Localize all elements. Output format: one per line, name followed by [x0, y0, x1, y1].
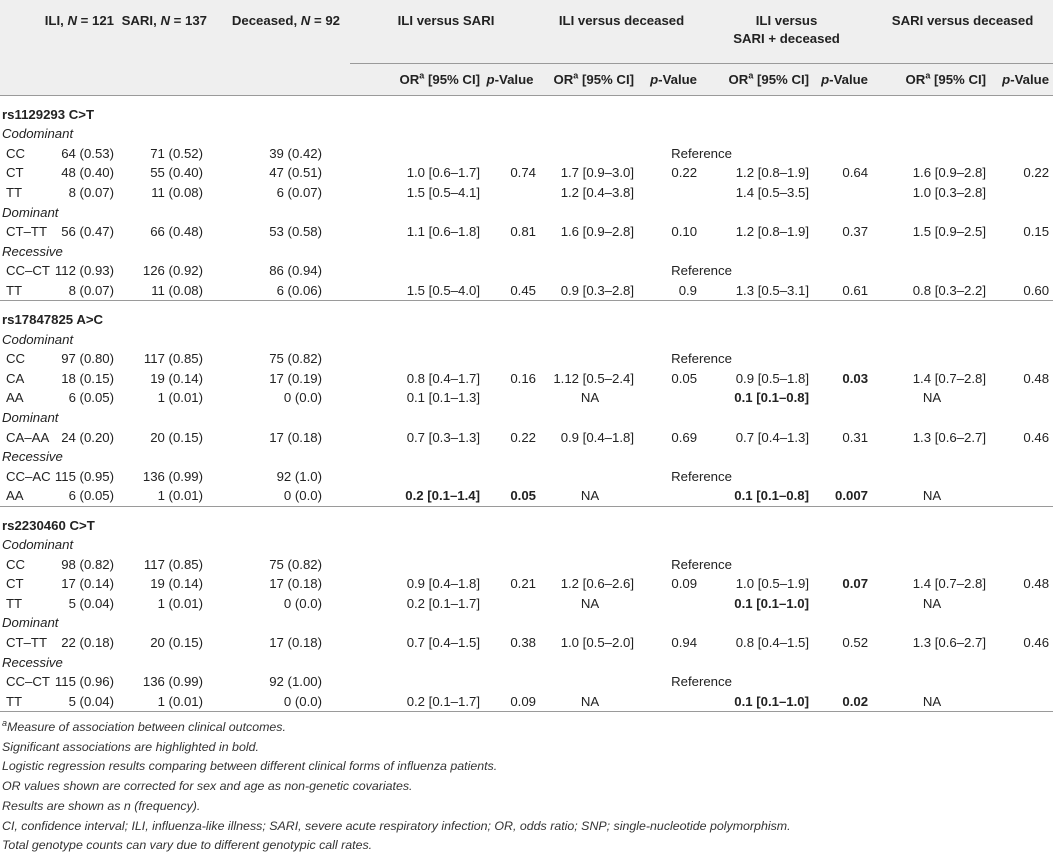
- footnote-4: OR values shown are corrected for sex and age as non-genetic covariates.: [2, 779, 413, 794]
- odds-ratio-cell: 0.1 [0.1–1.0]: [734, 595, 810, 611]
- genotype-cell: CC: [6, 351, 26, 367]
- ili-count-cell: 97 (0.80): [61, 351, 115, 367]
- p-value-cell: [484, 183, 542, 203]
- genotype-cell: AA: [6, 488, 24, 504]
- header-p-1: p-Value: [484, 64, 542, 96]
- table-row: [0, 593, 1053, 613]
- p-value-cell: 0.05: [510, 488, 537, 504]
- p-value-cell: 0.74: [510, 165, 537, 181]
- model-row: [0, 124, 1053, 144]
- sari-count-cell: 117 (0.85): [143, 351, 204, 367]
- sari-count-cell: 66 (0.48): [150, 224, 204, 240]
- footnote-5: Results are shown as n (frequency).: [2, 798, 201, 813]
- ili-count-cell: 8 (0.07): [68, 185, 115, 201]
- sari-count-cell: 71 (0.52): [150, 145, 204, 161]
- model-row: [0, 535, 1053, 555]
- ili-count-cell: 112 (0.93): [54, 263, 115, 279]
- p-value-cell: 0.61: [842, 283, 869, 299]
- p-value-cell: [638, 593, 701, 613]
- genotype-cell: CC–CT: [6, 263, 50, 279]
- odds-ratio-cell: 1.4 [0.5–3.5]: [735, 185, 810, 201]
- deceased-count-cell: 0 (0.0): [213, 691, 350, 711]
- odds-ratio-cell: 1.3 [0.5–3.1]: [735, 283, 810, 299]
- sari-count-cell: 19 (0.14): [150, 576, 204, 592]
- table-row: [0, 427, 1053, 447]
- genotype-cell: CC: [6, 145, 26, 161]
- odds-ratio-cell: 1.2 [0.8–1.9]: [735, 224, 810, 240]
- odds-ratio-cell: 0.1 [0.1–0.8]: [734, 390, 810, 406]
- ili-count-cell: 5 (0.04): [52, 691, 120, 711]
- p-value-cell: [992, 183, 1053, 203]
- model-label: Dominant: [2, 410, 59, 426]
- odds-ratio-cell: 0.7 [0.4–1.5]: [406, 634, 481, 650]
- odds-ratio-cell: NA: [872, 691, 992, 711]
- deceased-count-cell: 6 (0.07): [276, 185, 323, 201]
- odds-ratio-cell: 1.5 [0.9–2.5]: [912, 224, 987, 240]
- sari-count-cell: 11 (0.08): [151, 283, 204, 299]
- sari-count-cell: 19 (0.14): [150, 370, 204, 386]
- sari-count-cell: 126 (0.92): [142, 263, 204, 279]
- deceased-count-cell: 75 (0.82): [269, 556, 323, 572]
- genotype-cell: TT: [0, 691, 52, 711]
- p-value-cell: 0.07: [842, 576, 869, 592]
- table-footnotes: [0, 718, 1053, 856]
- deceased-count-cell: 92 (1.0): [276, 468, 323, 484]
- deceased-count-cell: 17 (0.18): [269, 576, 323, 592]
- deceased-count-cell: 17 (0.18): [269, 634, 323, 650]
- odds-ratio-cell: 1.7 [0.9–3.0]: [560, 165, 635, 181]
- p-value-cell: 0.16: [510, 370, 537, 386]
- odds-ratio-cell: 1.0 [0.5–1.9]: [735, 576, 810, 592]
- table-row: [0, 144, 1053, 164]
- p-value-cell: [815, 593, 872, 613]
- header-or-3: $OR^a$ [95% CI]: [701, 64, 815, 96]
- model-label: Recessive: [2, 654, 63, 670]
- p-value-cell: [815, 183, 872, 203]
- p-value-cell: 0.38: [510, 634, 537, 650]
- deceased-count-cell: 17 (0.18): [269, 429, 323, 445]
- deceased-count-cell: 17 (0.19): [269, 370, 323, 386]
- genotype-cell: TT: [6, 283, 23, 299]
- model-label: Recessive: [2, 243, 63, 259]
- odds-ratio-cell: 0.1 [0.1–1.0]: [701, 691, 815, 711]
- p-value-cell: 0.02: [815, 691, 872, 711]
- odds-ratio-cell: 0.9 [0.4–1.8]: [406, 576, 481, 592]
- ili-count-cell: 56 (0.47): [61, 224, 115, 240]
- deceased-count-cell: 86 (0.94): [269, 263, 323, 279]
- footnote-1: $^a$Measure of association between clinical outcomes.: [2, 717, 286, 735]
- reference-cell: Reference: [671, 674, 732, 690]
- snp-group-row: [0, 506, 1053, 535]
- model-row: [0, 613, 1053, 633]
- odds-ratio-cell: 0.1 [0.1–0.8]: [734, 488, 810, 504]
- model-row: [0, 447, 1053, 467]
- odds-ratio-cell: 1.4 [0.7–2.8]: [912, 370, 987, 386]
- table-row: [0, 672, 1053, 692]
- odds-ratio-cell: 1.4 [0.7–2.8]: [912, 576, 987, 592]
- odds-ratio-cell: 0.2 [0.1–1.7]: [406, 595, 481, 611]
- header-ili-vs-sari: ILI versus SARI: [350, 0, 542, 64]
- genotype-cell: CT: [6, 576, 24, 592]
- odds-ratio-cell: 0.9 [0.5–1.8]: [735, 370, 810, 386]
- p-value-cell: [815, 388, 872, 408]
- p-value-cell: [992, 691, 1053, 711]
- p-value-cell: 0.46: [1023, 634, 1050, 650]
- header-p-3: p-Value: [815, 64, 872, 96]
- reference-cell: Reference: [671, 556, 732, 572]
- odds-ratio-cell: 1.6 [0.9–2.8]: [912, 165, 987, 181]
- header-row-comparisons: [0, 0, 1053, 64]
- reference-cell: Reference: [671, 145, 732, 161]
- odds-ratio-cell: NA: [542, 691, 638, 711]
- genotype-cell: AA: [6, 390, 24, 406]
- p-value-cell: 0.48: [1023, 370, 1050, 386]
- genotype-cell: CT: [6, 165, 24, 181]
- odds-ratio-cell: NA: [922, 390, 942, 406]
- table-row: [0, 163, 1053, 183]
- p-value-cell: 0.60: [1023, 283, 1050, 299]
- model-row: [0, 408, 1053, 428]
- p-value-cell: 0.9: [678, 283, 698, 299]
- table-row: [0, 281, 1053, 301]
- odds-ratio-cell: 1.0 [0.6–1.7]: [406, 165, 481, 181]
- p-value-cell: 0.10: [671, 224, 698, 240]
- p-value-cell: 0.05: [671, 370, 698, 386]
- p-value-cell: 0.64: [842, 165, 869, 181]
- genotype-cell: CT–TT: [6, 224, 48, 240]
- genotype-cell: CA: [6, 370, 25, 386]
- p-value-cell: [638, 388, 701, 408]
- p-value-cell: 0.21: [510, 576, 537, 592]
- model-label: Codominant: [2, 331, 74, 347]
- header-sari-vs-deceased: SARI versus deceased: [872, 0, 1053, 64]
- header-or-1: $OR^a$ [95% CI]: [350, 64, 484, 96]
- deceased-count-cell: 75 (0.82): [269, 351, 323, 367]
- deceased-count-cell: 0 (0.0): [283, 595, 323, 611]
- table-row: [0, 369, 1053, 389]
- p-value-cell: [484, 388, 542, 408]
- odds-ratio-cell: 1.0 [0.3–2.8]: [912, 185, 987, 201]
- odds-ratio-cell: 0.8 [0.4–1.5]: [735, 634, 810, 650]
- ili-count-cell: 48 (0.40): [61, 165, 115, 181]
- table-row: [0, 222, 1053, 242]
- genotype-cell: TT: [6, 595, 23, 611]
- odds-ratio-cell: 0.1 [0.1–1.3]: [406, 390, 481, 406]
- p-value-cell: 0.37: [842, 224, 869, 240]
- snp-group-row: [0, 96, 1053, 125]
- sari-count-cell: 11 (0.08): [151, 185, 204, 201]
- table-row: [0, 574, 1053, 594]
- header-ili-vs-deceased: ILI versus deceased: [542, 0, 701, 64]
- odds-ratio-cell: NA: [580, 390, 600, 406]
- table-row: [0, 467, 1053, 487]
- table-row: [0, 183, 1053, 203]
- model-label: Dominant: [2, 204, 59, 220]
- odds-ratio-cell: NA: [580, 595, 600, 611]
- p-value-cell: [992, 486, 1053, 506]
- deceased-count-cell: 53 (0.58): [269, 224, 323, 240]
- footnote-6: CI, confidence interval; ILI, influenza-like illness; SARI, severe acute respiratory infection; OR, odds ratio; SNP; single-nucleotide polymorphism.: [2, 818, 791, 833]
- odds-ratio-cell: 0.7 [0.4–1.3]: [735, 429, 810, 445]
- table-body: [0, 96, 1053, 712]
- genotype-cell: CC: [6, 556, 26, 572]
- p-value-cell: 0.46: [1023, 429, 1050, 445]
- footnote-3: Logistic regression results comparing between different clinical forms of influenza patients.: [2, 759, 498, 774]
- odds-ratio-cell: NA: [580, 488, 600, 504]
- header-deceased: Deceased, N = 92: [213, 0, 350, 64]
- header-row-stats: [0, 64, 1053, 96]
- header-p-2: p-Value: [638, 64, 701, 96]
- deceased-count-cell: 0 (0.0): [283, 488, 323, 504]
- p-value-cell: 0.09: [484, 691, 542, 711]
- footnote-7: Total genotype counts can vary due to different genotypic call rates.: [2, 838, 373, 853]
- p-value-cell: 0.22: [1023, 165, 1050, 181]
- header-ili-vs-sari-deceased: ILI versus SARI + deceased: [701, 0, 872, 64]
- deceased-count-cell: 47 (0.51): [269, 165, 323, 181]
- deceased-count-cell: 92 (1.00): [269, 674, 323, 690]
- sari-count-cell: 1 (0.01): [157, 390, 204, 406]
- reference-cell: Reference: [671, 468, 732, 484]
- snp-group-row: [0, 301, 1053, 330]
- model-row: [0, 242, 1053, 262]
- sari-count-cell: 136 (0.99): [142, 674, 204, 690]
- p-value-cell: [638, 691, 701, 711]
- model-row: [0, 329, 1053, 349]
- sari-count-cell: 136 (0.99): [142, 468, 204, 484]
- odds-ratio-cell: 1.0 [0.5–2.0]: [560, 634, 635, 650]
- odds-ratio-cell: 1.5 [0.5–4.1]: [406, 185, 481, 201]
- model-row: [0, 652, 1053, 672]
- header-p-4: p-Value: [992, 64, 1053, 96]
- odds-ratio-cell: 0.8 [0.3–2.2]: [912, 283, 987, 299]
- odds-ratio-cell: 1.3 [0.6–2.7]: [912, 634, 987, 650]
- model-label: Codominant: [2, 536, 74, 552]
- model-label: Codominant: [2, 126, 74, 142]
- sari-count-cell: 20 (0.15): [150, 429, 204, 445]
- odds-ratio-cell: 0.9 [0.4–1.8]: [560, 429, 635, 445]
- ili-count-cell: 5 (0.04): [68, 595, 115, 611]
- odds-ratio-cell: 1.5 [0.5–4.0]: [406, 283, 481, 299]
- genotype-cell: CT–TT: [6, 634, 48, 650]
- p-value-cell: [484, 593, 542, 613]
- ili-count-cell: 18 (0.15): [61, 370, 115, 386]
- odds-ratio-cell: 1.2 [0.8–1.9]: [735, 165, 810, 181]
- odds-ratio-cell: NA: [922, 595, 942, 611]
- p-value-cell: 0.007: [835, 488, 869, 504]
- sari-count-cell: 1 (0.01): [120, 691, 213, 711]
- header-or-2: $OR^a$ [95% CI]: [542, 64, 638, 96]
- odds-ratio-cell: 1.12 [0.5–2.4]: [553, 370, 635, 386]
- table-row: [0, 388, 1053, 408]
- odds-ratio-cell: 1.2 [0.4–3.8]: [560, 185, 635, 201]
- sari-count-cell: 20 (0.15): [150, 634, 204, 650]
- p-value-cell: 0.31: [842, 429, 869, 445]
- snp-label: rs1129293 C>T: [0, 96, 1053, 125]
- odds-ratio-cell: 0.2 [0.1–1.7]: [350, 691, 484, 711]
- reference-cell: Reference: [671, 263, 732, 279]
- p-value-cell: 0.94: [671, 634, 698, 650]
- p-value-cell: [638, 183, 701, 203]
- odds-ratio-cell: 1.2 [0.6–2.6]: [560, 576, 635, 592]
- snp-label: rs17847825 A>C: [0, 301, 1053, 330]
- sari-count-cell: 1 (0.01): [157, 488, 204, 504]
- odds-ratio-cell: 1.1 [0.6–1.8]: [406, 224, 481, 240]
- reference-cell: Reference: [671, 351, 732, 367]
- odds-ratio-cell: NA: [922, 488, 942, 504]
- ili-count-cell: 22 (0.18): [61, 634, 115, 650]
- deceased-count-cell: 0 (0.0): [283, 390, 323, 406]
- model-label: Dominant: [2, 615, 59, 631]
- odds-ratio-cell: 0.7 [0.3–1.3]: [406, 429, 481, 445]
- header-or-4: $OR^a$ [95% CI]: [872, 64, 992, 96]
- genotype-cell: TT: [6, 185, 23, 201]
- p-value-cell: 0.81: [510, 224, 537, 240]
- p-value-cell: 0.22: [510, 429, 537, 445]
- odds-ratio-cell: 0.2 [0.1–1.4]: [405, 488, 481, 504]
- table-row: [0, 486, 1053, 506]
- table-row: [0, 261, 1053, 281]
- p-value-cell: 0.22: [671, 165, 698, 181]
- sari-count-cell: 117 (0.85): [143, 556, 204, 572]
- sari-count-cell: 1 (0.01): [157, 595, 204, 611]
- header-sari: SARI, N = 137: [120, 0, 213, 64]
- genotype-cell: CC–AC: [6, 468, 51, 484]
- model-label: Recessive: [2, 449, 63, 465]
- table-row: [0, 554, 1053, 574]
- odds-ratio-cell: 0.8 [0.4–1.7]: [406, 370, 481, 386]
- ili-count-cell: 6 (0.05): [68, 488, 115, 504]
- odds-ratio-cell: 0.9 [0.3–2.8]: [560, 283, 635, 299]
- table-row: [0, 633, 1053, 653]
- ili-count-cell: 98 (0.82): [61, 556, 115, 572]
- table-row: [0, 349, 1053, 369]
- p-value-cell: [638, 486, 701, 506]
- ili-count-cell: 8 (0.07): [68, 283, 115, 299]
- p-value-cell: [992, 593, 1053, 613]
- genotype-cell: CA–AA: [6, 429, 50, 445]
- odds-ratio-cell: 1.3 [0.6–2.7]: [912, 429, 987, 445]
- sari-count-cell: 55 (0.40): [150, 165, 204, 181]
- ili-count-cell: 64 (0.53): [61, 145, 115, 161]
- deceased-count-cell: 39 (0.42): [269, 145, 323, 161]
- p-value-cell: [992, 388, 1053, 408]
- p-value-cell: 0.03: [842, 370, 869, 386]
- p-value-cell: 0.45: [510, 283, 537, 299]
- ili-count-cell: 17 (0.14): [61, 576, 115, 592]
- p-value-cell: 0.09: [671, 576, 698, 592]
- p-value-cell: 0.69: [671, 429, 698, 445]
- p-value-cell: 0.52: [842, 634, 869, 650]
- snp-label: rs2230460 C>T: [0, 506, 1053, 535]
- header-ili: ILI, N = 121: [0, 0, 120, 64]
- ili-count-cell: 24 (0.20): [61, 429, 115, 445]
- model-row: [0, 202, 1053, 222]
- p-value-cell: 0.15: [1023, 224, 1050, 240]
- deceased-count-cell: 6 (0.06): [276, 283, 323, 299]
- table-row: [0, 691, 1053, 711]
- odds-ratio-cell: 1.6 [0.9–2.8]: [560, 224, 635, 240]
- genotype-cell: CC–CT: [6, 674, 50, 690]
- ili-count-cell: 6 (0.05): [68, 390, 115, 406]
- ili-count-cell: 115 (0.95): [54, 468, 115, 484]
- p-value-cell: 0.48: [1023, 576, 1050, 592]
- ili-count-cell: 115 (0.96): [54, 674, 115, 690]
- footnote-2: Significant associations are highlighted in bold.: [2, 739, 259, 754]
